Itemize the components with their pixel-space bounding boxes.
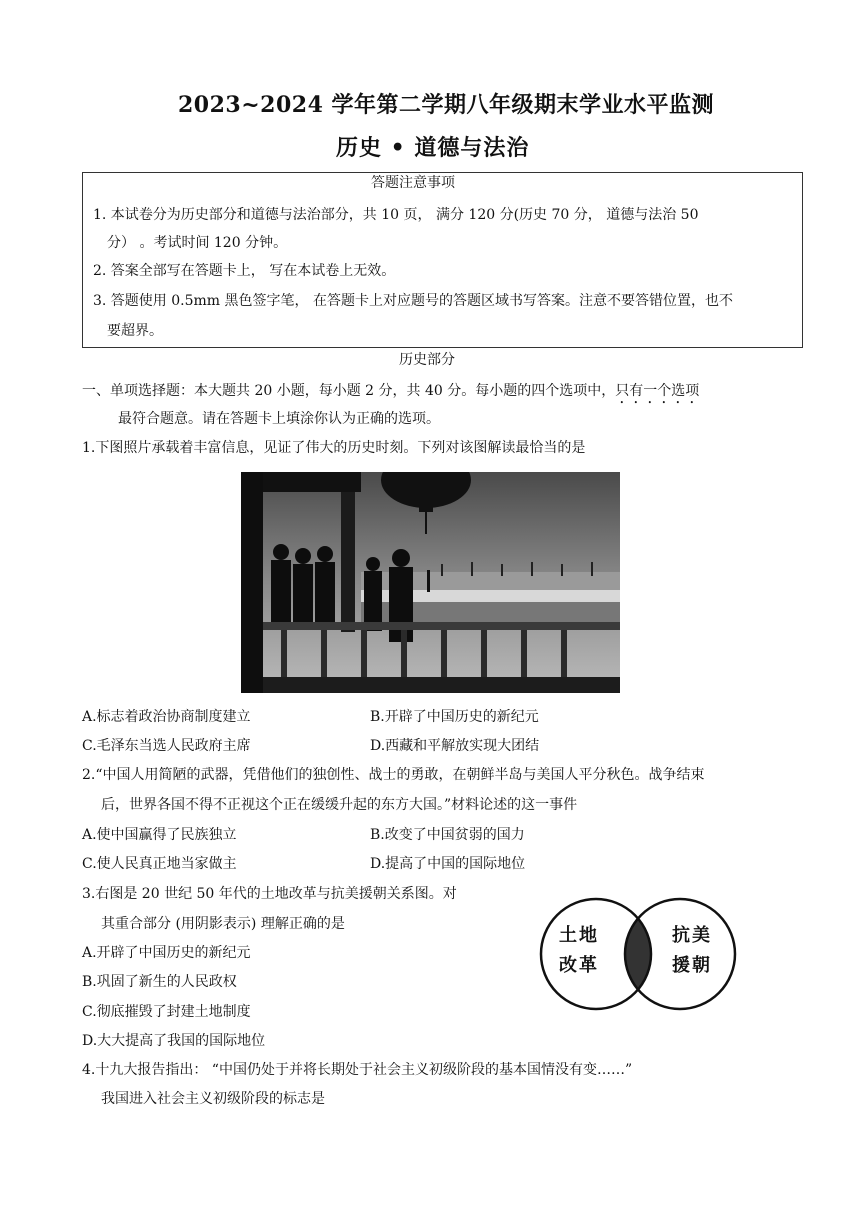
venn-right-label [672, 921, 712, 981]
instruction-emphasis: 只有一个选项 [615, 383, 700, 399]
question-3-stem-line1: 3.右图是 20 世纪 50 年代的土地改革与抗美援朝关系图。对 [82, 886, 457, 902]
notice-title: 答题注意事项 [371, 175, 455, 191]
venn-left-line1: 土地 [559, 925, 599, 946]
question-1-option-c: C.毛泽东当选人民政府主席 [82, 738, 251, 754]
venn-diagram [530, 896, 746, 1012]
question-3-option-c: C.彻底摧毁了封建土地制度 [82, 1004, 251, 1020]
section-instruction-line2: 最符合题意。请在答题卡上填涂你认为正确的选项。 [118, 411, 440, 427]
notice-item-1: 1. 本试卷分为历史部分和道德与法治部分，共 10 页， 满分 120 分(历史 70 分， 道德与法治 50 [93, 207, 699, 223]
question-3-option-b: B.巩固了新生的人民政权 [82, 974, 237, 990]
question-2-option-d: D.提高了中国的国际地位 [370, 856, 526, 872]
venn-right-line1: 抗美 [672, 925, 712, 946]
section-instruction-line1 [82, 381, 699, 407]
question-3-option-a: A.开辟了中国历史的新纪元 [82, 945, 251, 961]
question-2-option-b: B.改变了中国贫弱的国力 [370, 827, 525, 843]
question-3-option-d: D.大大提高了我国的国际地位 [82, 1033, 266, 1049]
question-3-stem-line2: 其重合部分 (用阴影表示) 理解正确的是 [101, 916, 345, 932]
question-1-stem: 1.下图照片承载着丰富信息，见证了伟大的历史时刻。下列对该图解读最恰当的是 [82, 440, 586, 456]
notice-box [82, 172, 803, 348]
question-2-stem-line1: 2.“中国人用简陋的武器，凭借他们的独创性、战士的勇敢，在朝鲜半岛与美国人平分秋色。战争结束 [82, 767, 705, 783]
exam-subject: 历史 • 道德与法治 [336, 135, 530, 161]
question-1-option-a: A.标志着政治协商制度建立 [82, 709, 251, 725]
venn-right-line2: 援朝 [672, 955, 712, 976]
question-1-option-b: B.开辟了中国历史的新纪元 [370, 709, 539, 725]
section-title: 历史部分 [399, 352, 455, 368]
question-2-stem-line2: 后，世界各国不得不正视这个正在缓缓升起的东方大国。”材料论述的这一事件 [101, 797, 578, 813]
instruction-text: 一、单项选择题：本大题共 20 小题，每小题 2 分，共 40 分。每小题的四个选项中， [82, 383, 616, 399]
notice-item-3-cont: 要超界。 [107, 323, 163, 339]
question-1-option-d: D.西藏和平解放实现大团结 [370, 738, 540, 754]
historical-photo [241, 472, 620, 693]
notice-item-1-cont: 分） 。考试时间 120 分钟。 [107, 235, 288, 251]
venn-left-line2: 改革 [559, 955, 599, 976]
exam-title: 2023~2024 学年第二学期八年级期末学业水平监测 [178, 92, 715, 118]
question-2-option-c: C.使人民真正地当家做主 [82, 856, 237, 872]
question-4-stem-line1: 4.十九大报告指出： “中国仍处于并将长期处于社会主义初级阶段的基本国情没有变……” [82, 1062, 633, 1078]
notice-item-3: 3. 答题使用 0.5mm 黑色签字笔， 在答题卡上对应题号的答题区域书写答案。注意不要答错位置，也不 [93, 293, 733, 309]
question-2-option-a: A.使中国赢得了民族独立 [82, 827, 237, 843]
venn-left-label [559, 921, 599, 981]
question-4-stem-line2: 我国进入社会主义初级阶段的标志是 [101, 1091, 325, 1107]
notice-item-2: 2. 答案全部写在答题卡上， 写在本试卷上无效。 [93, 263, 396, 279]
